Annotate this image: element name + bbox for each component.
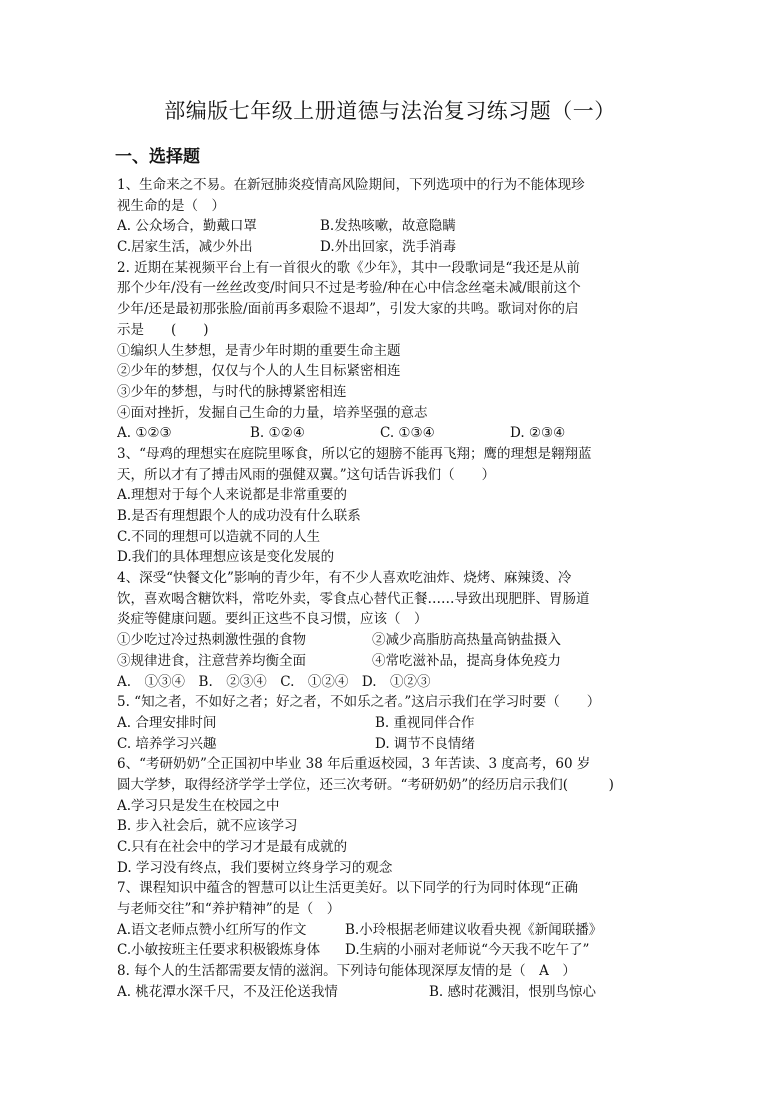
text-line bbox=[117, 175, 672, 196]
option-text: B. ①②④ bbox=[250, 425, 305, 442]
line-text: ①编织人生梦想，是青少年时期的重要生命主题 bbox=[117, 342, 401, 359]
line-text: C.只有在社会中的学习才是最有成就的 bbox=[117, 839, 348, 855]
option-text: D. 调节不良情绪 bbox=[375, 735, 475, 752]
option-text: ③规律进食，注意营养均衡全面 bbox=[117, 652, 306, 669]
line-text: 1、生命来之不易。在新冠肺炎疫情高风险期间，下列选项中的行为不能体现珍 bbox=[117, 177, 585, 193]
text-line bbox=[117, 630, 672, 651]
option-text: B. 感时花溅泪，恨别鸟惊心 bbox=[429, 983, 597, 1000]
line-text: 3、“母鸡的理想实在庭院里啄食，所以它的翅膀不能再飞翔；鹰的理想是翱翔蓝 bbox=[117, 445, 592, 462]
option-text: C. ①③④ bbox=[380, 425, 435, 442]
text-line bbox=[117, 920, 672, 941]
option-text: A.语文老师点赞小红所写的作文 bbox=[117, 921, 307, 938]
option-text: A. 合理安排时间 bbox=[117, 714, 217, 731]
text-line bbox=[117, 816, 672, 837]
line-text: D.我们的具体理想应该是变化发展的 bbox=[117, 549, 335, 566]
line-text: ③少年的梦想，与时代的脉搏紧密相连 bbox=[117, 383, 347, 400]
text-line bbox=[117, 734, 672, 755]
line-text: 天，所以才有了搏击风雨的强健双翼。”这句话告诉我们（ ） bbox=[117, 466, 496, 483]
option-text: B.发热咳嗽，故意隐瞒 bbox=[320, 218, 456, 235]
option-text: ②减少高脂肪高热量高钠盐摄入 bbox=[372, 632, 561, 649]
option-text: A. ①②③ bbox=[117, 425, 172, 442]
option-text: A. 桃花潭水深千尺，不及汪伦送我情 bbox=[117, 983, 338, 1000]
option-text: A. 公众场合，勤戴口罩 bbox=[117, 218, 257, 235]
document-title: 部编版七年级上册道德与法治复习练习题（一） bbox=[164, 99, 616, 123]
text-line bbox=[117, 692, 672, 713]
line-text: 7、课程知识中蕴含的智慧可以让生活更美好。以下同学的行为同时体现“正确 bbox=[117, 880, 578, 897]
text-line bbox=[117, 568, 672, 589]
text-line bbox=[117, 444, 672, 465]
line-text: 4、深受“快餐文化”影响的青少年，有不少人喜欢吃油炸、烧烤、麻辣烫、冷 bbox=[117, 570, 572, 587]
option-text: B. 重视同伴合作 bbox=[375, 714, 475, 731]
text-line bbox=[117, 216, 672, 237]
text-line bbox=[117, 320, 672, 341]
text-line bbox=[117, 651, 672, 672]
line-text: 那个少年/没有一丝丝改变/时间只不过是考验/种在心中信念丝毫未减/眼前这个 bbox=[117, 280, 581, 297]
option-text: C. 培养学习兴趣 bbox=[117, 735, 217, 752]
text-line bbox=[117, 899, 672, 920]
line-text: 2. 近期在某视频平台上有一首很火的歌《少年》，其中一段歌词是“我还是从前 bbox=[117, 259, 580, 276]
text-line bbox=[117, 775, 672, 796]
question-list bbox=[117, 175, 672, 1003]
line-text: B.是否有理想跟个人的成功没有什么联系 bbox=[117, 508, 361, 524]
line-text: B. 步入社会后，就不应该学习 bbox=[117, 818, 298, 835]
text-line bbox=[117, 237, 672, 258]
text-line bbox=[117, 423, 672, 444]
text-line bbox=[117, 527, 672, 548]
text-line bbox=[117, 403, 672, 424]
text-line bbox=[117, 589, 672, 610]
option-text: ①少吃过冷过热刺激性强的食物 bbox=[117, 632, 306, 649]
line-text: A.学习只是发生在校园之中 bbox=[117, 797, 280, 814]
text-line bbox=[117, 278, 672, 299]
line-text: A.理想对于每个人来说都是非常重要的 bbox=[117, 487, 348, 504]
line-text: C.不同的理想可以造就不同的人生 bbox=[117, 528, 321, 545]
section-heading: 一、选择题 bbox=[115, 147, 200, 167]
line-text: 饮，喜欢喝含糖饮料，常吃外卖，零食点心替代正餐……导致出现肥胖、胃肠道 bbox=[117, 590, 590, 607]
text-line bbox=[117, 940, 672, 961]
option-text: C.小敏按班主任要求积极锻炼身体 bbox=[117, 942, 321, 959]
text-line bbox=[117, 465, 672, 486]
line-text: A. ①③④ B. ②③④ C. ①②④ D. ①②③ bbox=[117, 673, 431, 690]
line-text: 8. 每个人的生活都需要友情的滋润。下列诗句能体现深厚友情的是（ A ） bbox=[117, 963, 576, 980]
option-text: C.居家生活，减少外出 bbox=[117, 239, 253, 256]
line-text: 5. “知之者，不如好之者；好之者，不如乐之者。”这启示我们在学习时要（ ） bbox=[117, 694, 601, 711]
text-line bbox=[117, 713, 672, 734]
text-line bbox=[117, 196, 672, 217]
text-line bbox=[117, 382, 672, 403]
line-text: 与老师交往”和“养护精神”的是（ ） bbox=[117, 901, 341, 918]
text-line bbox=[117, 878, 672, 899]
text-line bbox=[117, 754, 672, 775]
text-line bbox=[117, 858, 672, 879]
option-text: D.外出回家，洗手消毒 bbox=[320, 239, 457, 256]
text-line bbox=[117, 672, 672, 693]
text-line bbox=[117, 299, 672, 320]
text-line bbox=[117, 485, 672, 506]
text-line bbox=[117, 258, 672, 279]
option-text: ④常吃滋补品，提高身体免疫力 bbox=[372, 652, 561, 669]
line-text: 6、“考研奶奶”仝正国初中毕业 38 年后重返校园，3 年苦读、3 度高考，60 岁 bbox=[117, 756, 591, 773]
line-text: 视生命的是（ ） bbox=[117, 197, 225, 214]
line-text: D. 学习没有终点，我们要树立终身学习的观念 bbox=[117, 859, 393, 876]
line-text: ④面对挫折，发掘自己生命的力量，培养坚强的意志 bbox=[117, 404, 428, 421]
line-text: ②少年的梦想，仅仅与个人的人生目标紧密相连 bbox=[117, 363, 401, 380]
text-line bbox=[117, 341, 672, 362]
text-line bbox=[117, 361, 672, 382]
text-line bbox=[117, 506, 672, 527]
text-line bbox=[117, 547, 672, 568]
line-text: 炎症等健康问题。要纠正这些不良习惯，应该（ ） bbox=[117, 611, 428, 628]
text-line bbox=[117, 837, 672, 858]
line-text: 圆大学梦，取得经济学学士学位，还三次考研。“考研奶奶”的经历启示我们( ) bbox=[117, 776, 614, 793]
option-text: D.生病的小丽对老师说“今天我不吃午了” bbox=[345, 942, 590, 959]
text-line bbox=[117, 961, 672, 982]
text-line bbox=[117, 982, 672, 1003]
text-line bbox=[117, 796, 672, 817]
line-text: 示是 ( ) bbox=[117, 321, 209, 338]
line-text: 少年/还是最初那张脸/面前再多艰险不退却”，引发大家的共鸣。歌词对你的启 bbox=[117, 301, 579, 318]
option-text: B.小玲根据老师建议收看央视《新闻联播》 bbox=[345, 921, 603, 938]
option-text: D. ②③④ bbox=[510, 425, 566, 442]
text-line bbox=[117, 609, 672, 630]
